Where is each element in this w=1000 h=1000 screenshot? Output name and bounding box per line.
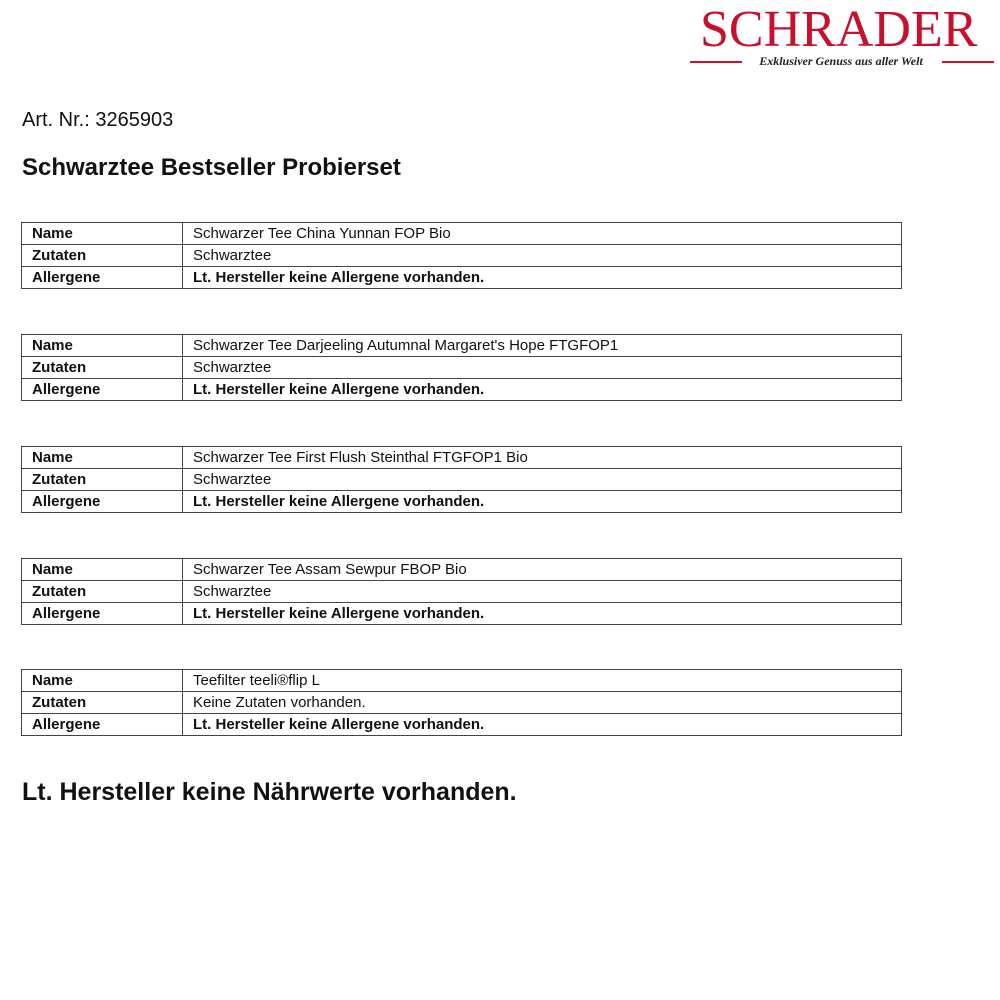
product-allergens: Lt. Hersteller keine Allergene vorhanden. (183, 379, 902, 401)
table-row (22, 379, 902, 401)
product-name: Schwarzer Tee Darjeeling Autumnal Margaret's Hope FTGFOP1 (183, 335, 902, 357)
article-number: Art. Nr.: 3265903 (22, 109, 174, 131)
product-name: Schwarzer Tee China Yunnan FOP Bio (183, 223, 902, 245)
name-label: Name (22, 670, 183, 692)
ingredients-label: Zutaten (22, 581, 183, 603)
allergens-label: Allergene (22, 491, 183, 513)
ingredients-label: Zutaten (22, 469, 183, 491)
name-label: Name (22, 447, 183, 469)
allergens-label: Allergene (22, 714, 183, 736)
logo-tagline: Exklusiver Genuss aus aller Welt (759, 54, 923, 68)
table-row (22, 245, 902, 267)
ingredients-label: Zutaten (22, 692, 183, 714)
name-label: Name (22, 223, 183, 245)
allergens-label: Allergene (22, 267, 183, 289)
table-row (22, 469, 902, 491)
product-ingredients: Schwarztee (183, 469, 902, 491)
product-allergens: Lt. Hersteller keine Allergene vorhanden. (183, 267, 902, 289)
product-table (21, 669, 902, 736)
product-allergens: Lt. Hersteller keine Allergene vorhanden. (183, 714, 902, 736)
name-label: Name (22, 559, 183, 581)
product-table (21, 222, 902, 289)
table-row (22, 603, 902, 625)
table-row (22, 447, 902, 469)
logo-wordmark: SCHRADER (700, 1, 978, 58)
product-ingredients: Keine Zutaten vorhanden. (183, 692, 902, 714)
ingredients-label: Zutaten (22, 357, 183, 379)
name-label: Name (22, 335, 183, 357)
nutrition-note: Lt. Hersteller keine Nährwerte vorhanden. (22, 778, 517, 806)
product-table (21, 334, 902, 401)
product-table (21, 446, 902, 513)
table-row (22, 357, 902, 379)
product-allergens: Lt. Hersteller keine Allergene vorhanden. (183, 603, 902, 625)
allergens-label: Allergene (22, 603, 183, 625)
product-name: Teefilter teeli®flip L (183, 670, 902, 692)
table-row (22, 267, 902, 289)
product-allergens: Lt. Hersteller keine Allergene vorhanden. (183, 491, 902, 513)
table-row (22, 335, 902, 357)
product-table (21, 558, 902, 625)
table-row (22, 491, 902, 513)
ingredients-label: Zutaten (22, 245, 183, 267)
table-row (22, 714, 902, 736)
product-ingredients: Schwarztee (183, 581, 902, 603)
product-ingredients: Schwarztee (183, 245, 902, 267)
allergens-label: Allergene (22, 379, 183, 401)
table-row (22, 581, 902, 603)
table-row (22, 223, 902, 245)
table-row (22, 670, 902, 692)
table-row (22, 692, 902, 714)
product-ingredients: Schwarztee (183, 357, 902, 379)
table-row (22, 559, 902, 581)
product-name: Schwarzer Tee Assam Sewpur FBOP Bio (183, 559, 902, 581)
page-title: Schwarztee Bestseller Probierset (22, 154, 401, 181)
schrader-logo (688, 0, 994, 72)
product-name: Schwarzer Tee First Flush Steinthal FTGFOP1 Bio (183, 447, 902, 469)
